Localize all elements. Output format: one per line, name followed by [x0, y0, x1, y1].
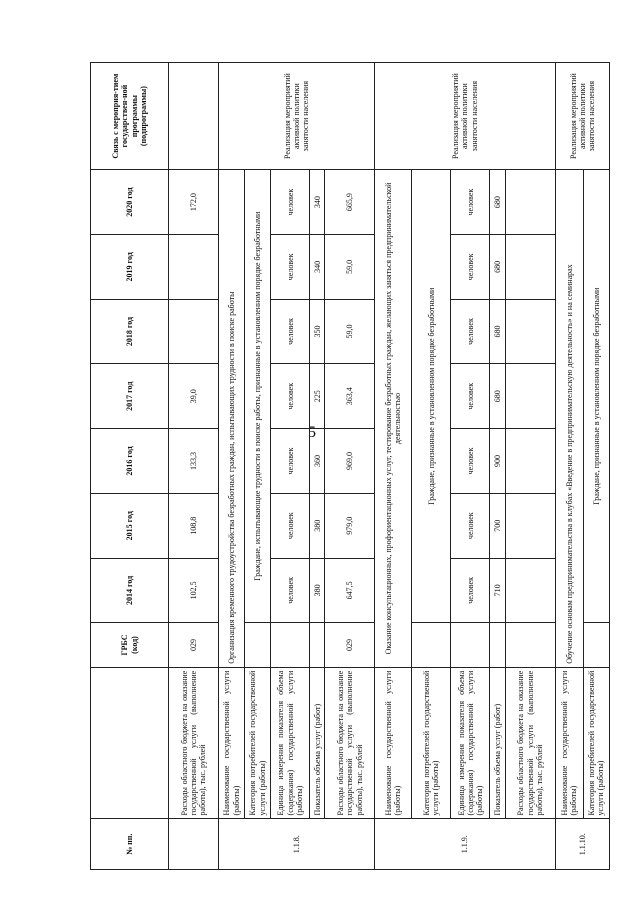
table-row — [451, 63, 490, 870]
value-2020 — [505, 170, 555, 235]
unit-2014: человек — [271, 558, 310, 623]
header-2017: 2017 год — [91, 364, 169, 429]
link-cell — [169, 63, 219, 170]
table-row — [219, 63, 245, 870]
link-cell: Реализация мероприятий активной политики занятости населения — [555, 63, 609, 170]
value-2014: 380 — [310, 558, 325, 623]
consumer-category-cell: Граждане, испытывающие трудности в поиске работы, признанные в установленном порядке безработными — [245, 170, 271, 623]
row-label: Категория потребителей государственной услуги (работы) — [412, 667, 451, 819]
value-2015: 108,8 — [169, 493, 219, 558]
table-row — [583, 63, 609, 870]
table-row — [310, 63, 325, 870]
value-2014: 710 — [490, 558, 505, 623]
row-number: 1.1.10. — [555, 819, 609, 870]
header-label — [91, 667, 169, 819]
grbs-cell — [505, 623, 555, 667]
header-grbs: ГРБС (код) — [91, 623, 169, 667]
service-name-cell: Оказание консультационных, профориентационных услуг, тестирование безработных граждан, желающих заняться предпринимательской деятельностью — [375, 170, 412, 668]
value-2018: 680 — [490, 299, 505, 364]
grbs-cell: 029 — [169, 623, 219, 667]
rotated-table-container — [90, 62, 610, 870]
unit-2015: человек — [271, 493, 310, 558]
value-2020: 340 — [310, 170, 325, 235]
unit-2020: человек — [451, 170, 490, 235]
value-2015: 979,0 — [325, 493, 375, 558]
unit-2018: человек — [271, 299, 310, 364]
row-number — [169, 819, 219, 870]
value-2019: 680 — [490, 234, 505, 299]
value-2017: 39,0 — [169, 364, 219, 429]
value-2018 — [169, 299, 219, 364]
value-2016: 900 — [490, 429, 505, 494]
table-row — [490, 63, 505, 870]
header-2020: 2020 год — [91, 170, 169, 235]
value-2020: 172,0 — [169, 170, 219, 235]
table-row — [271, 63, 310, 870]
value-2016 — [505, 429, 555, 494]
header-2014: 2014 год — [91, 558, 169, 623]
value-2019: 340 — [310, 234, 325, 299]
header-2015: 2015 год — [91, 493, 169, 558]
unit-2020: человек — [271, 170, 310, 235]
table-row — [325, 63, 375, 870]
row-label: Расходы областного бюджета на оказание государственной услуги (выполнение работы), тыс. рублей — [169, 667, 219, 819]
consumer-category-cell: Граждане, признанные в установленном порядке безработными — [412, 170, 451, 623]
unit-2017: человек — [271, 364, 310, 429]
table-row — [245, 63, 271, 870]
table-row — [169, 63, 219, 870]
page-number: 5 — [308, 424, 316, 441]
row-label: Категория потребителей государственной услуги (работы) — [583, 667, 609, 819]
link-cell: Реализация мероприятий активной политики занятости населения — [375, 63, 555, 170]
value-2017: 225 — [310, 364, 325, 429]
row-label: Показатель объема услуг (работ) — [490, 667, 505, 819]
value-2020: 665,9 — [325, 170, 375, 235]
header-2019: 2019 год — [91, 234, 169, 299]
value-2015 — [505, 493, 555, 558]
grbs-cell: 029 — [325, 623, 375, 667]
grbs-cell — [310, 623, 325, 667]
header-no: № пп. — [91, 819, 169, 870]
header-2018: 2018 год — [91, 299, 169, 364]
unit-2016: человек — [451, 429, 490, 494]
program-indicators-table — [90, 62, 610, 870]
value-2017: 363,4 — [325, 364, 375, 429]
row-label: Наименование государственной услуги (работы) — [555, 667, 583, 819]
grbs-cell — [271, 623, 310, 667]
unit-2019: человек — [271, 234, 310, 299]
value-2014: 647,5 — [325, 558, 375, 623]
row-label: Расходы областного бюджета на оказание государственной услуги (выполнение работы), тыс. рублей — [325, 667, 375, 819]
row-label: Наименование государственной услуги (работы) — [375, 667, 412, 819]
grbs-cell — [451, 623, 490, 667]
grbs-cell — [412, 623, 451, 667]
value-2020: 680 — [490, 170, 505, 235]
value-2018 — [505, 299, 555, 364]
value-2019 — [505, 234, 555, 299]
grbs-cell — [583, 623, 609, 667]
unit-2017: человек — [451, 364, 490, 429]
consumer-category-cell: Граждане, признанные в установленном порядке безработными — [583, 170, 609, 623]
header-2016: 2016 год — [91, 429, 169, 494]
row-label: Показатель объема услуг (работ) — [310, 667, 325, 819]
value-2014 — [505, 558, 555, 623]
row-label: Единица измерения показателя объема (содержания) государственной услуги (работы) — [451, 667, 490, 819]
service-name-cell: Обучение основам предпринимательства в клубах «Введение в предпринимательскую деятельность» и на семинарах — [555, 170, 583, 668]
value-2016: 360 — [310, 429, 325, 494]
value-2017 — [505, 364, 555, 429]
unit-2018: человек — [451, 299, 490, 364]
value-2019: 59,0 — [325, 234, 375, 299]
header-link: Связь с мероприя-тием государствен-ной программы (подпрограммы) — [91, 63, 169, 170]
grbs-cell — [490, 623, 505, 667]
value-2016: 969,0 — [325, 429, 375, 494]
value-2015: 700 — [490, 493, 505, 558]
value-2017: 680 — [490, 364, 505, 429]
value-2015: 380 — [310, 493, 325, 558]
row-label: Единица измерения показателя объема (содержания) государственной услуги (работы) — [271, 667, 310, 819]
value-2016: 133,3 — [169, 429, 219, 494]
row-label: Расходы областного бюджета на оказание государственной услуги (выполнение работы), тыс. рублей — [505, 667, 555, 819]
table-row — [505, 63, 555, 870]
row-number: 1.1.9. — [375, 819, 555, 870]
link-cell: Реализация мероприятий активной политики занятости населения — [219, 63, 375, 170]
row-label: Наименование государственной услуги (работы) — [219, 667, 245, 819]
header-row — [91, 63, 169, 870]
table-row — [555, 63, 583, 870]
service-name-cell: Организация временного трудоустройства безработных граждан, испытывающих трудности в поиске работы — [219, 170, 245, 668]
unit-2016: человек — [271, 429, 310, 494]
row-label: Категория потребителей государственной услуги (работы) — [245, 667, 271, 819]
value-2014: 102,5 — [169, 558, 219, 623]
value-2018: 350 — [310, 299, 325, 364]
grbs-cell — [245, 623, 271, 667]
table-row — [412, 63, 451, 870]
row-number: 1.1.8. — [219, 819, 375, 870]
table-row — [375, 63, 412, 870]
unit-2015: человек — [451, 493, 490, 558]
unit-2014: человек — [451, 558, 490, 623]
value-2018: 59,0 — [325, 299, 375, 364]
value-2019 — [169, 234, 219, 299]
unit-2019: человек — [451, 234, 490, 299]
